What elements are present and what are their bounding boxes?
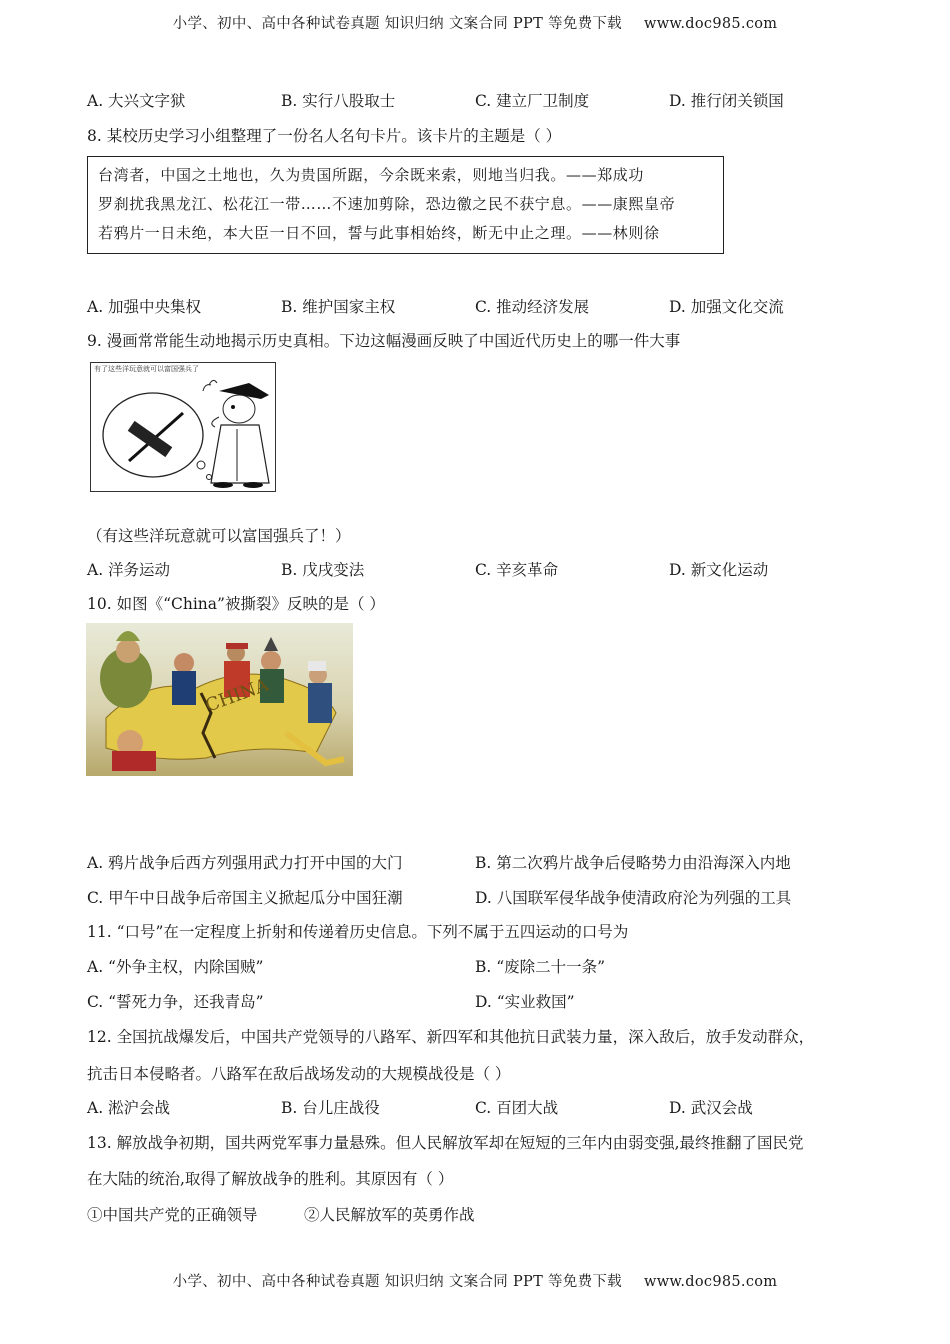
q10-option-a[interactable]: A. 鸦片战争后西方列强用武力打开中国的大门: [87, 854, 403, 872]
q9-cartoon-drawing: [91, 363, 276, 492]
q12-option-d[interactable]: D. 武汉会战: [669, 1099, 753, 1117]
footer-banner: [0, 1270, 950, 1291]
q13-reason-1: ①中国共产党的正确领导: [87, 1206, 258, 1224]
q12-stem-line-1: 12. 全国抗战爆发后，中国共产党领导的八路军、新四军和其他抗日武装力量，深入敌后，放手发动群众，: [87, 1028, 815, 1046]
q7-option-c[interactable]: C. 建立厂卫制度: [475, 92, 590, 110]
q9-option-a[interactable]: A. 洋务运动: [87, 561, 171, 579]
header-banner-text: 小学、初中、高中各种试卷真题 知识归纳 文案合同 PPT 等免费下载: [172, 16, 622, 32]
q12-option-b[interactable]: B. 台儿庄战役: [281, 1099, 380, 1117]
q11-stem: 11. “口号”在一定程度上折射和传递着历史信息。下列不属于五四运动的口号为: [87, 923, 629, 941]
q8-option-d[interactable]: D. 加强文化交流: [669, 298, 784, 316]
q10-image-china-text: CHINA: [202, 674, 272, 717]
q8-option-a[interactable]: A. 加强中央集权: [87, 298, 202, 316]
q8-quote-3: 若鸦片一日未绝，本大臣一日不回，誓与此事相始终，断无中止之理。——林则徐: [98, 224, 660, 242]
q7-option-d[interactable]: D. 推行闭关锁国: [669, 92, 784, 110]
q11-option-d[interactable]: D. “实业救国”: [475, 993, 575, 1011]
q10-china-torn-image: [86, 623, 353, 776]
q8-stem: 8. 某校历史学习小组整理了一份名人名句卡片。该卡片的主题是（ ）: [87, 127, 562, 145]
q10-option-b[interactable]: B. 第二次鸦片战争后侵略势力由沿海深入内地: [475, 854, 791, 872]
q8-option-c[interactable]: C. 推动经济发展: [475, 298, 590, 316]
q11-option-a[interactable]: A. “外争主权，内除国贼”: [87, 958, 264, 976]
q10-image-drawing: [86, 623, 353, 776]
q13-reason-2: ②人民解放军的英勇作战: [304, 1206, 475, 1224]
header-banner: [0, 12, 950, 33]
q7-option-b[interactable]: B. 实行八股取士: [281, 92, 396, 110]
footer-banner-text: 小学、初中、高中各种试卷真题 知识归纳 文案合同 PPT 等免费下载: [172, 1274, 622, 1290]
q9-cartoon-image: [90, 362, 276, 492]
q11-option-b[interactable]: B. “废除二十一条”: [475, 958, 606, 976]
q8-quote-2: 罗刹扰我黑龙江、松花江一带……不速加剪除，恐边徼之民不获宁息。——康熙皇帝: [98, 195, 676, 213]
q8-quote-card: [87, 156, 724, 254]
q7-option-a[interactable]: A. 大兴文字狱: [87, 92, 186, 110]
q13-stem-line-1: 13. 解放战争初期，国共两党军事力量悬殊。但人民解放军却在短短的三年内由弱变强,最终推翻了国民党: [87, 1134, 804, 1152]
q12-option-c[interactable]: C. 百团大战: [475, 1099, 559, 1117]
q9-caption: （有这些洋玩意就可以富国强兵了！）: [87, 527, 351, 545]
header-site-link[interactable]: www.doc985.com: [643, 16, 778, 32]
q9-option-c[interactable]: C. 辛亥革命: [475, 561, 559, 579]
q12-option-a[interactable]: A. 淞沪会战: [87, 1099, 171, 1117]
q9-stem: 9. 漫画常常能生动地揭示历史真相。下边这幅漫画反映了中国近代历史上的哪一件大事: [87, 332, 681, 350]
q13-stem-line-2: 在大陆的统治,取得了解放战争的胜利。其原因有（ ）: [87, 1170, 454, 1188]
q8-quote-1: 台湾者，中国之土地也，久为贵国所踞，今余既来索，则地当归我。——郑成功: [98, 166, 645, 184]
footer-site-link[interactable]: www.doc985.com: [643, 1274, 778, 1290]
q9-cartoon-tiny-caption: 有了这些洋玩意就可以富国强兵了: [94, 365, 199, 373]
q8-option-b[interactable]: B. 维护国家主权: [281, 298, 396, 316]
q10-option-c[interactable]: C. 甲午中日战争后帝国主义掀起瓜分中国狂潮: [87, 889, 403, 907]
q10-stem: 10. 如图《“China”被撕裂》反映的是（ ）: [87, 595, 385, 613]
q9-option-d[interactable]: D. 新文化运动: [669, 561, 769, 579]
q10-option-d[interactable]: D. 八国联军侵华战争使清政府沦为列强的工具: [475, 889, 792, 907]
q11-option-c[interactable]: C. “誓死力争，还我青岛”: [87, 993, 264, 1011]
q9-option-b[interactable]: B. 戊戌变法: [281, 561, 365, 579]
q12-stem-line-2: 抗击日本侵略者。八路军在敌后战场发动的大规模战役是（ ）: [87, 1065, 511, 1083]
